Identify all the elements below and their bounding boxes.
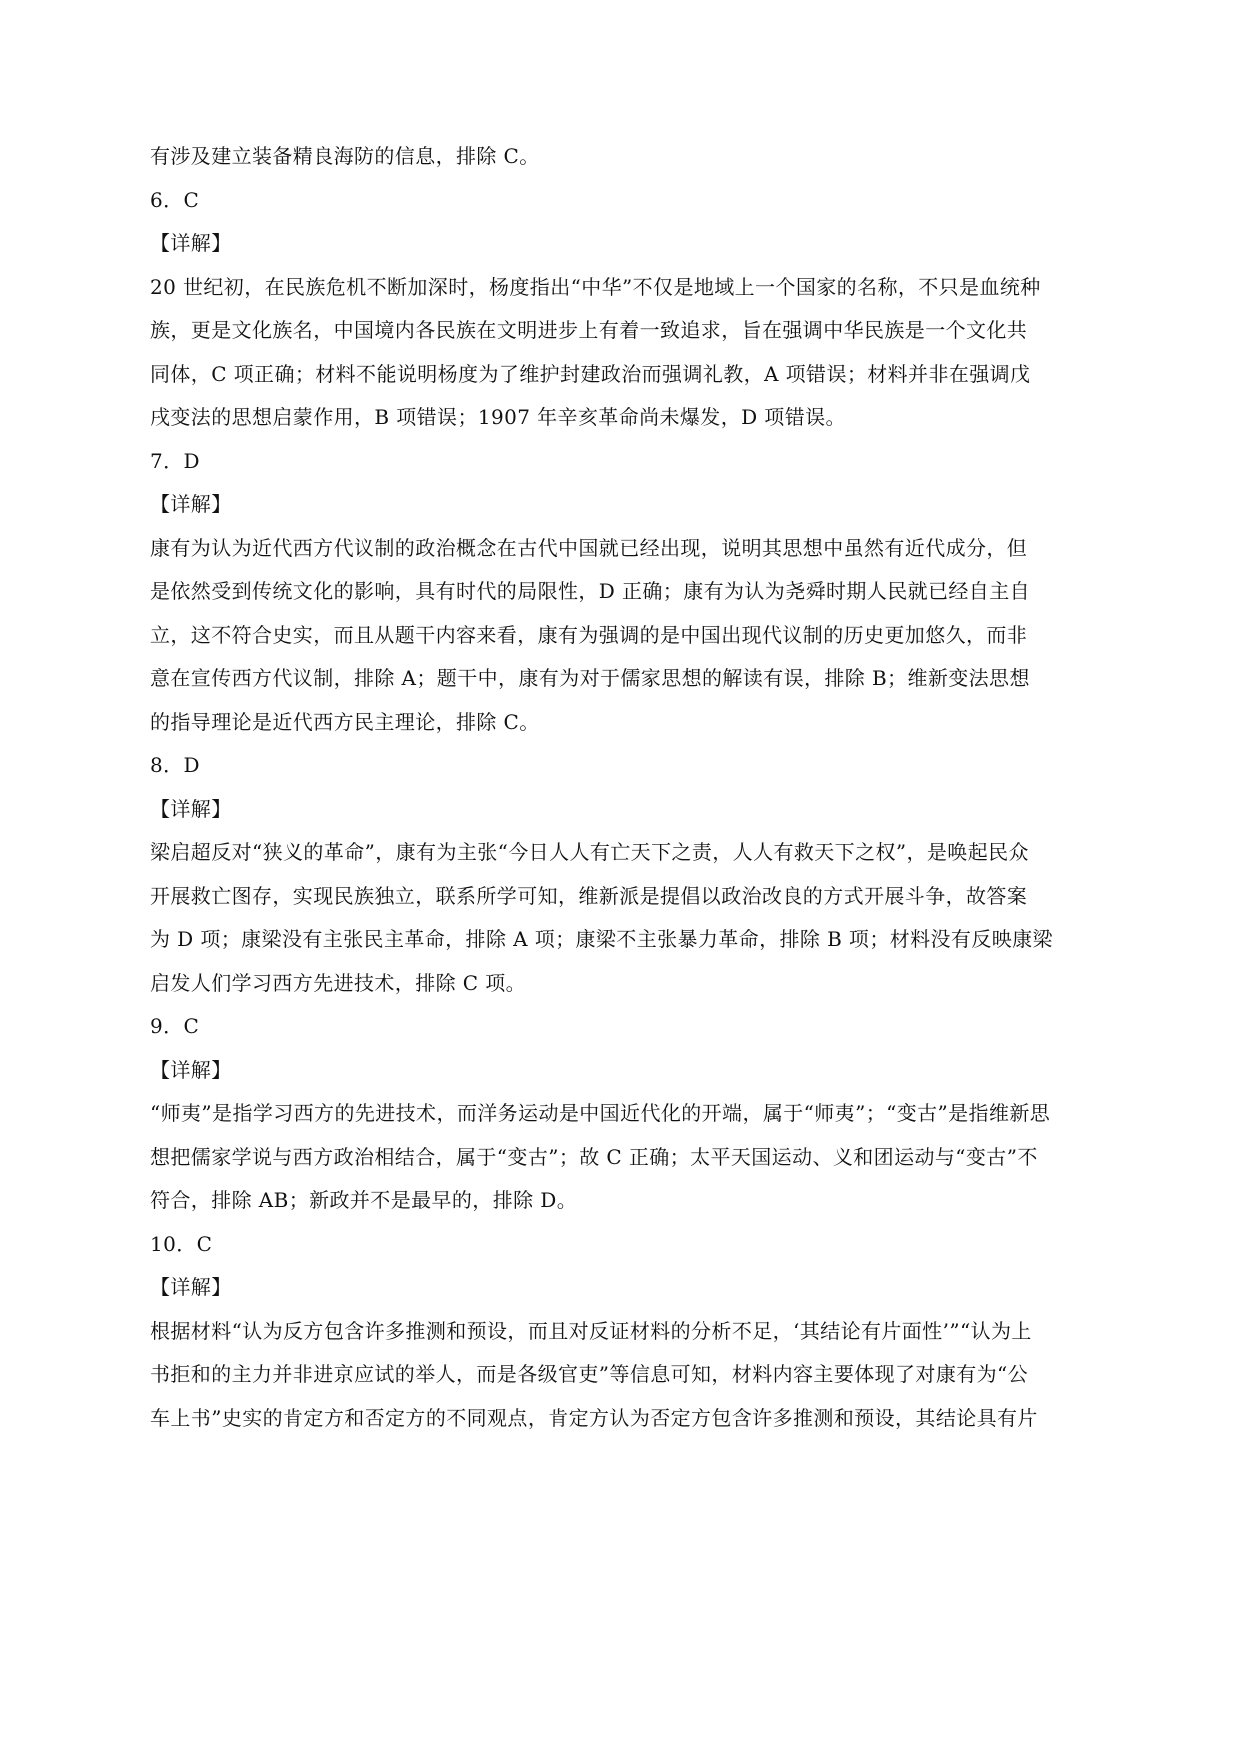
answer-number: 10．C xyxy=(150,1232,213,1256)
text-line: 是依然受到传统文化的影响，具有时代的局限性，D 正确；康有为认为尧舜时期人民就已经自主自 xyxy=(150,579,1030,603)
text-line: 为 D 项；康梁没有主张民主革命，排除 A 项；康梁不主张暴力革命，排除 B 项；材料没有反映康梁 xyxy=(150,927,1053,951)
text-line: 的指导理论是近代西方民主理论，排除 C。 xyxy=(150,710,540,734)
text-line: 开展救亡图存，实现民族独立，联系所学可知，维新派是提倡以政治改良的方式开展斗争，故答案 xyxy=(150,884,1028,908)
answer-number: 9．C xyxy=(150,1014,200,1038)
text-line: “师夷”是指学习西方的先进技术，而洋务运动是中国近代化的开端，属于“师夷”；“变古”是指维新思 xyxy=(150,1101,1051,1125)
text-line: 启发人们学习西方先进技术，排除 C 项。 xyxy=(150,971,527,995)
text-line: 戌变法的思想启蒙作用，B 项错误；1907 年辛亥革命尚未爆发，D 项错误。 xyxy=(150,405,846,429)
text-line: 立，这不符合史实，而且从题干内容来看，康有为强调的是中国出现代议制的历史更加悠久，而非 xyxy=(150,623,1028,647)
text-line: 想把儒家学说与西方政治相结合，属于“变古”；故 C 正确；太平天国运动、义和团运动与“变古”不 xyxy=(150,1145,1038,1169)
answer-number: 6．C xyxy=(150,188,200,212)
answer-number: 7．D xyxy=(150,449,200,473)
text-line: 意在宣传西方代议制，排除 A；题干中，康有为对于儒家思想的解读有误，排除 B；维新变法思想 xyxy=(150,666,1030,690)
section-heading: 【详解】 xyxy=(150,797,232,821)
section-heading: 【详解】 xyxy=(150,492,232,516)
section-heading: 【详解】 xyxy=(150,1058,232,1082)
text-line: 康有为认为近代西方代议制的政治概念在古代中国就已经出现，说明其思想中虽然有近代成分，但 xyxy=(150,536,1028,560)
text-line: 20 世纪初，在民族危机不断加深时，杨度指出“中华”不仅是地域上一个国家的名称，不只是血统种 xyxy=(150,275,1041,299)
answer-number: 8．D xyxy=(150,753,200,777)
text-line: 同体，C 项正确；材料不能说明杨度为了维护封建政治而强调礼教，A 项错误；材料并非在强调戊 xyxy=(150,362,1031,386)
text-line: 族，更是文化族名，中国境内各民族在文明进步上有着一致追求，旨在强调中华民族是一个文化共 xyxy=(150,318,1028,342)
section-heading: 【详解】 xyxy=(150,1275,232,1299)
text-line: 书拒和的主力并非进京应试的举人，而是各级官吏”等信息可知，材料内容主要体现了对康有为“公 xyxy=(150,1362,1029,1386)
text-line: 根据材料“认为反方包含许多推测和预设，而且对反证材料的分析不足，‘其结论有片面性’”“认为上 xyxy=(150,1319,1032,1343)
text-line: 车上书”史实的肯定方和否定方的不同观点，肯定方认为否定方包含许多推测和预设，其结论具有片 xyxy=(150,1406,1038,1430)
text-line: 符合，排除 AB；新政并不是最早的，排除 D。 xyxy=(150,1188,578,1212)
section-heading: 【详解】 xyxy=(150,231,232,255)
text-line: 有涉及建立装备精良海防的信息，排除 C。 xyxy=(150,144,540,168)
text-line: 梁启超反对“狭义的革命”，康有为主张“今日人人有亡天下之责，人人有救天下之权”，是唤起民众 xyxy=(150,840,1029,864)
